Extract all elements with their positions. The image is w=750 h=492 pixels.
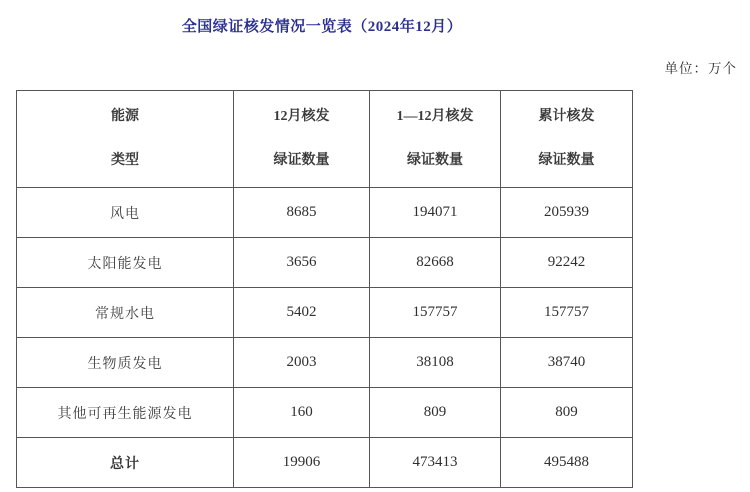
row-label: 风电 — [17, 188, 234, 238]
page-title: 全国绿证核发情况一览表（2024年12月） — [181, 19, 463, 35]
row-label: 总计 — [17, 438, 234, 488]
value-jan-dec: 194071 — [370, 188, 501, 238]
header-cell-jan-dec — [370, 91, 501, 188]
value-jan-dec: 38108 — [370, 338, 501, 388]
value-cumulative: 157757 — [501, 288, 633, 338]
table-row-biomass — [17, 338, 633, 388]
table-row-total — [17, 438, 633, 488]
table-row-wind — [17, 188, 633, 238]
value-december: 160 — [234, 388, 370, 438]
row-label: 其他可再生能源发电 — [17, 388, 234, 438]
table-header — [17, 91, 633, 188]
value-jan-dec: 473413 — [370, 438, 501, 488]
value-cumulative: 495488 — [501, 438, 633, 488]
table-row-solar — [17, 238, 633, 288]
issuance-table — [16, 90, 633, 488]
header-cell-december — [234, 91, 370, 188]
value-december: 19906 — [234, 438, 370, 488]
value-cumulative: 38740 — [501, 338, 633, 388]
header-december-line1: 12月核发 — [273, 109, 330, 124]
value-december: 5402 — [234, 288, 370, 338]
table-row-other-renewables — [17, 388, 633, 438]
value-cumulative: 809 — [501, 388, 633, 438]
row-label: 常规水电 — [17, 288, 234, 338]
header-cell-cumulative — [501, 91, 633, 188]
header-cumulative-line1: 累计核发 — [538, 109, 595, 124]
header-cell-energy-type — [17, 91, 234, 188]
header-energy-line1: 能源 — [111, 109, 139, 124]
value-december: 8685 — [234, 188, 370, 238]
unit-label: 单位：万个 — [664, 61, 737, 76]
table-row-hydro — [17, 288, 633, 338]
header-cumulative-line2: 绿证数量 — [538, 153, 595, 168]
header-row — [17, 91, 633, 188]
table-body — [17, 188, 633, 488]
row-label: 太阳能发电 — [17, 238, 234, 288]
header-december-line2: 绿证数量 — [273, 153, 330, 168]
header-energy-line2: 类型 — [111, 153, 139, 168]
value-jan-dec: 157757 — [370, 288, 501, 338]
value-jan-dec: 809 — [370, 388, 501, 438]
value-jan-dec: 82668 — [370, 238, 501, 288]
value-december: 2003 — [234, 338, 370, 388]
header-jan-dec-line1: 1—12月核发 — [396, 109, 474, 124]
value-december: 3656 — [234, 238, 370, 288]
value-cumulative: 92242 — [501, 238, 633, 288]
value-cumulative: 205939 — [501, 188, 633, 238]
row-label: 生物质发电 — [17, 338, 234, 388]
header-jan-dec-line2: 绿证数量 — [407, 153, 463, 168]
